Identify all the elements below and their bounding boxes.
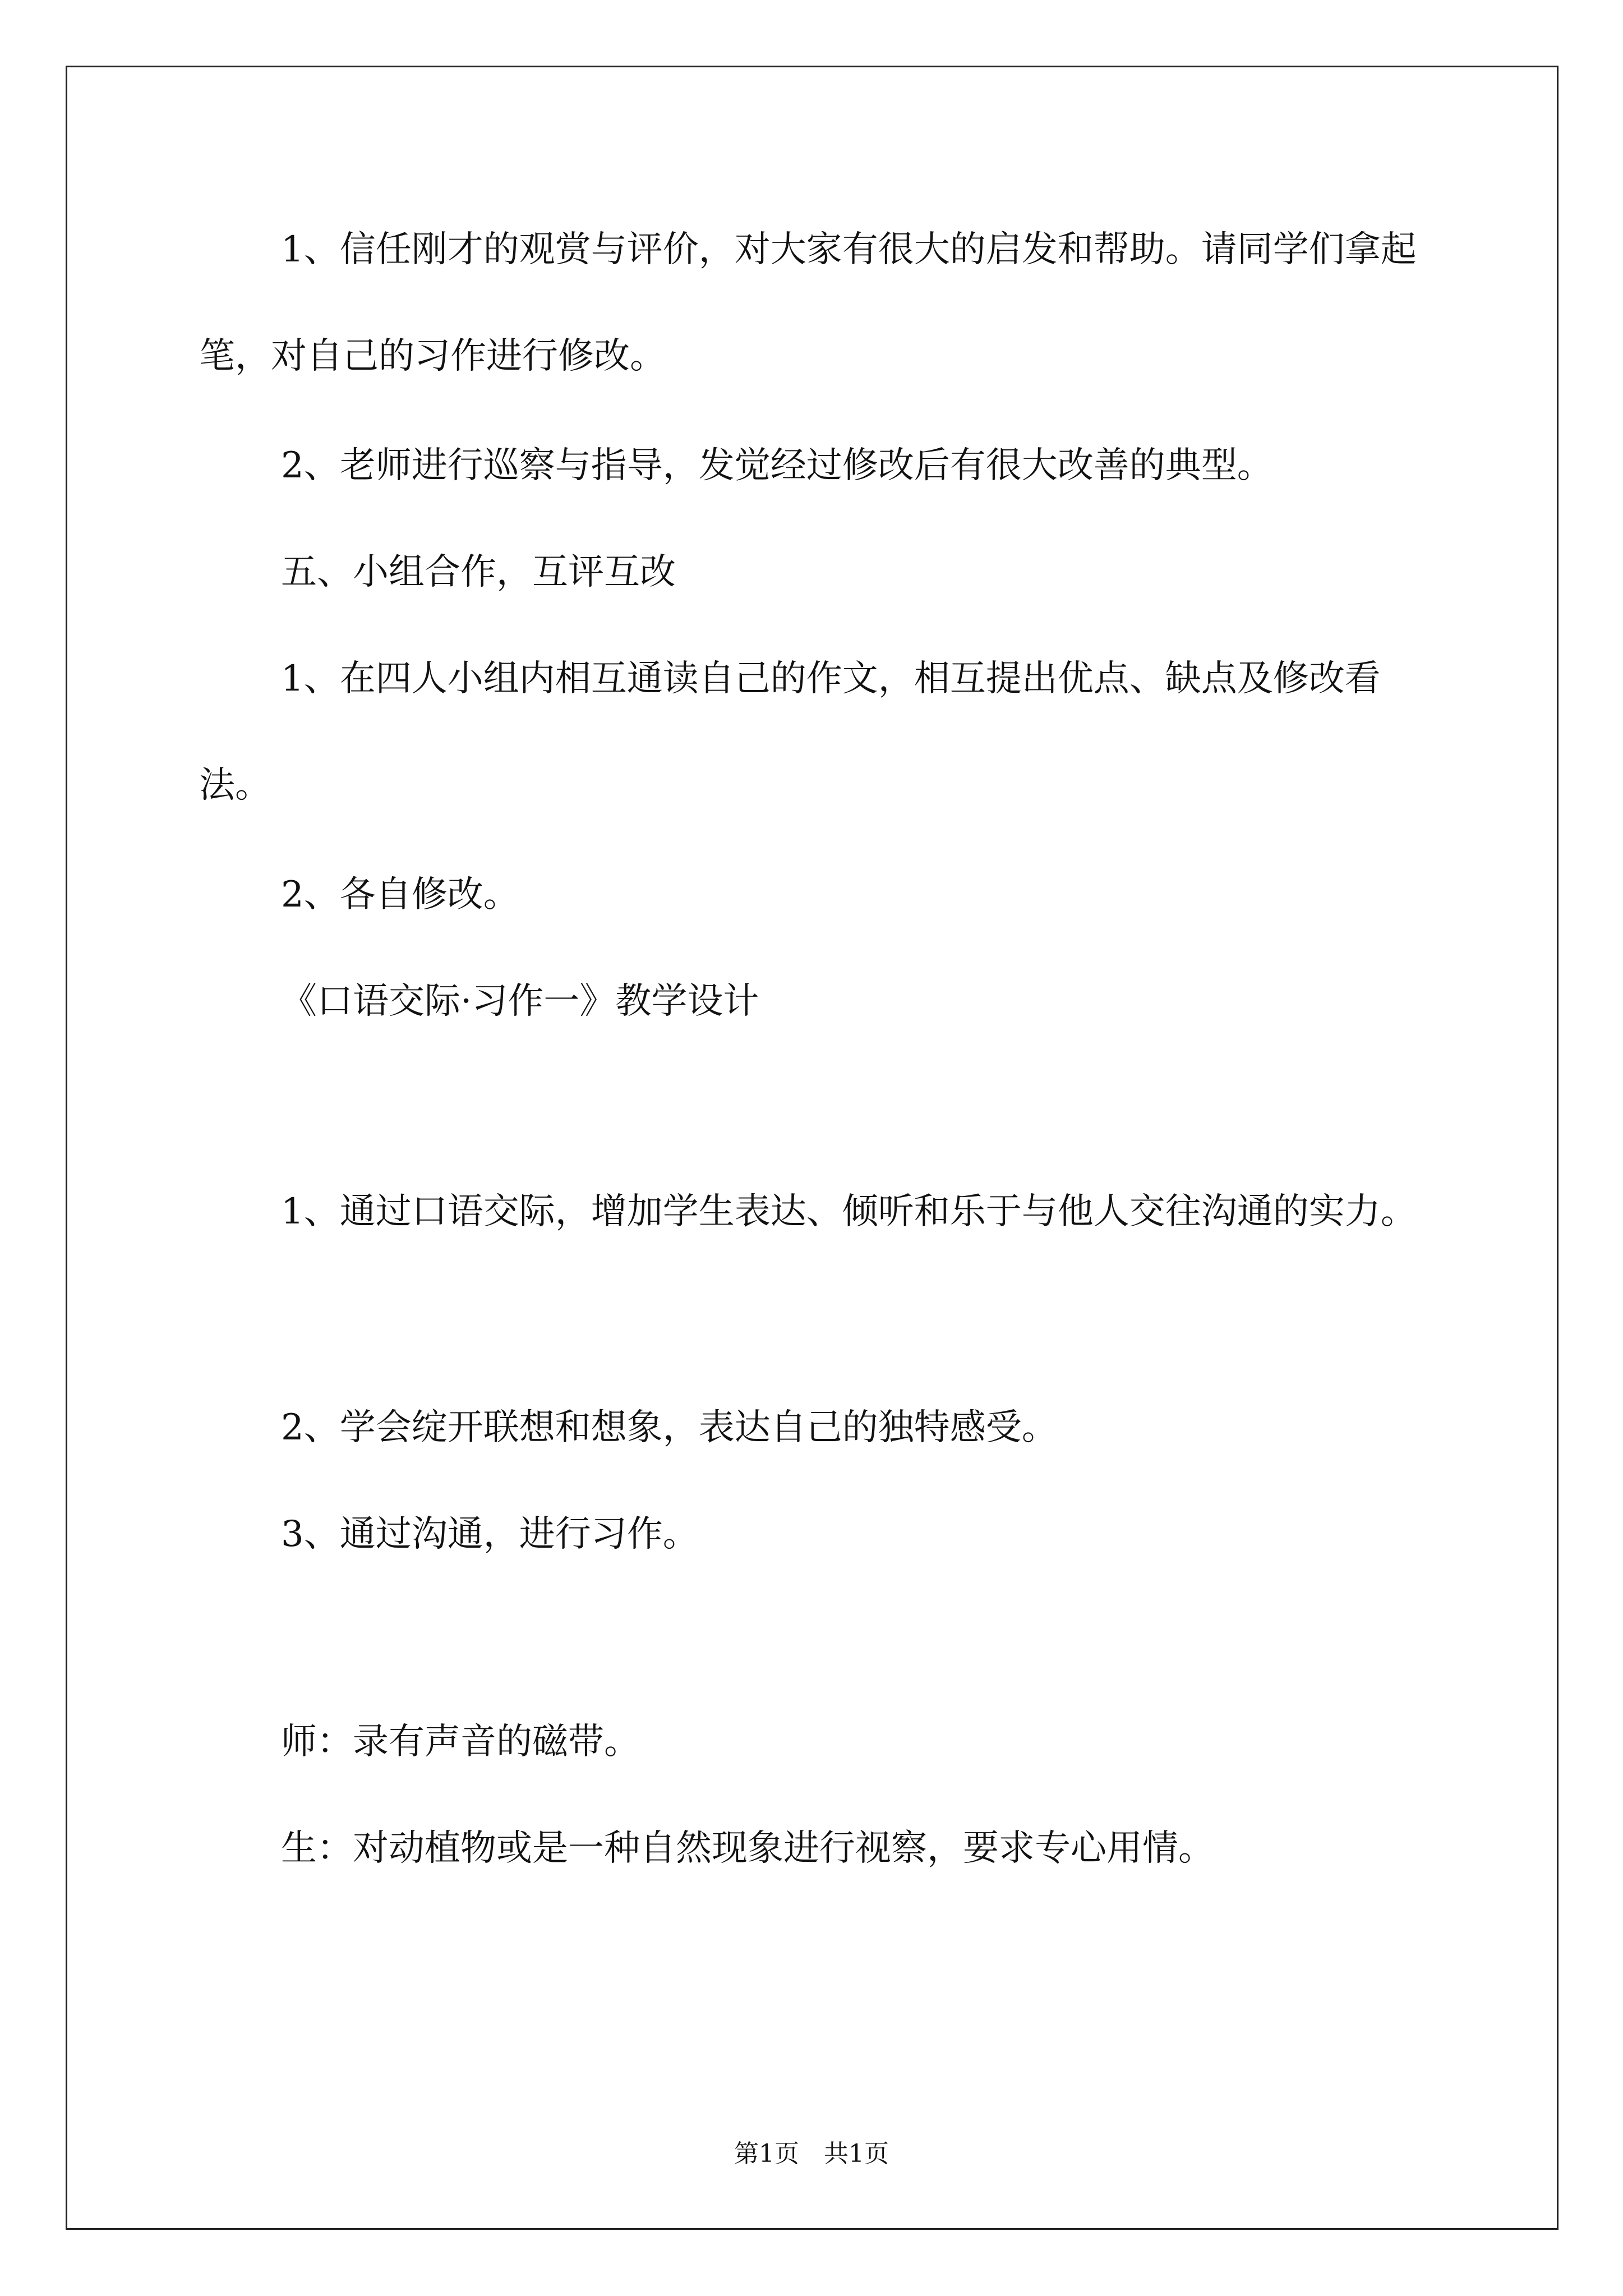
paragraph-goal-2: 2、学会绽开联想和想象，表达自己的独特感受。 — [281, 1407, 1058, 1448]
paragraph-student-task: 生：对动植物或是一种自然现象进行视察，要求专心用情。 — [281, 1828, 1214, 1869]
lesson-title: 《口语交际·习作一》教学设计 — [281, 981, 759, 1022]
section-heading-group-work: 五、小组合作，互评互改 — [281, 551, 676, 593]
paragraph-self-revise: 2、各自修改。 — [281, 874, 519, 915]
paragraph-teacher-materials: 师：录有声音的磁带。 — [281, 1721, 640, 1763]
paragraph-group-reading: 1、在四人小组内相互通读自己的作文，相互提出优点、缺点及修改看法。 — [199, 658, 1381, 806]
paragraph-goal-3: 3、通过沟通，进行习作。 — [281, 1513, 699, 1555]
paragraph-goal-1: 1、通过口语交际，增加学生表达、倾听和乐于与他人交往沟通的实力。 — [281, 1191, 1417, 1232]
paragraph-teacher-guidance: 2、老师进行巡察与指导，发觉经过修改后有很大改善的典型。 — [281, 445, 1273, 486]
page-footer: 第1页 共1页 — [734, 2139, 889, 2168]
paragraph-revise-own: 1、信任刚才的观赏与评价，对大家有很大的启发和帮助。请同学们拿起笔，对自己的习作进行修改。 — [199, 229, 1417, 377]
